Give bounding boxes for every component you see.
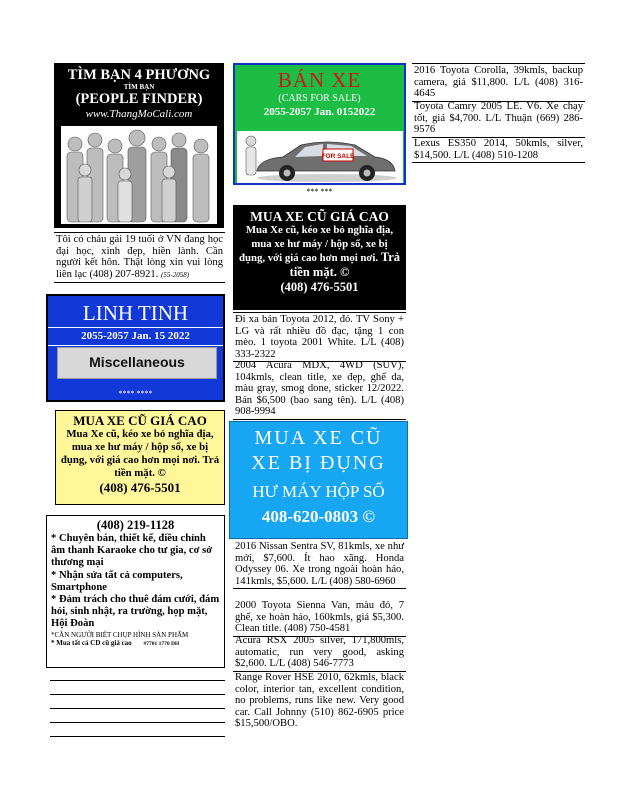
people-finder-banner xyxy=(54,63,224,228)
services-ad xyxy=(46,515,225,668)
linh-tinh-issue: 2055-2057 Jan. 15 2022 xyxy=(48,327,223,346)
big-ad-line3: HƯ MÁY HỘP SỐ xyxy=(252,482,385,501)
buy-ad-body: Mua Xe cũ, kéo xe bỏ nghĩa địa, mua xe hư máy / hộp số, xe bị đụng, với giá cao hơn mọi nơi. Trả tiền mặt. © xyxy=(60,428,220,479)
people-finder-website: www.ThangMoCali.com xyxy=(85,108,193,120)
ad-code: (55-2058) xyxy=(161,270,190,279)
linh-tinh-title: LINH TINH xyxy=(82,301,189,325)
services-phone: (408) 219-1128 xyxy=(96,518,175,532)
services-code: #7701 1770 DH xyxy=(143,640,180,647)
big-ad-phone: 408-620-0803 © xyxy=(261,507,376,526)
buy-ad-headline: MUA XE CŨ GIÁ CAO xyxy=(73,413,207,428)
blank-line xyxy=(50,722,225,723)
big-ad-line2: XE BỊ ĐỤNG xyxy=(251,452,386,474)
miscellaneous-label: Miscellaneous xyxy=(57,347,217,379)
buy-ad-cash: Trả tiền mặt. © xyxy=(289,250,401,279)
buy-ad-phone: (408) 476-5501 xyxy=(99,480,181,495)
list-item: Acura RSX 2005 silver, 171,800mls, automatic, run very good, asking $2,600. L/L (408) 546-7773 xyxy=(233,634,406,672)
ban-xe-subtitle: (CARS FOR SALE) xyxy=(278,93,361,104)
car-for-sale-image xyxy=(237,131,403,183)
blank-line xyxy=(50,680,225,681)
for-sale-sign: FOR SALE xyxy=(321,153,355,160)
ban-xe-issue: 2055-2057 Jan. 0152022 xyxy=(263,106,376,118)
big-ad-line1: MUA XE CŨ xyxy=(254,427,383,449)
miscellaneous-banner xyxy=(46,294,225,402)
services-note: *CẦN NGƯỜI BIẾT CHỤP HÌNH SẢN PHẨM xyxy=(51,630,189,639)
blank-line xyxy=(50,694,225,695)
people-crowd-image xyxy=(61,126,217,224)
people-finder-title: TÌM BẠN 4 PHƯƠNG xyxy=(67,67,211,83)
big-buy-car-ad xyxy=(229,421,408,539)
service-item: * Đảm trách cho thuê đám cưới, đám hỏi, sinh nhật, ra trường, họp mặt, Hội Đoàn xyxy=(51,594,220,630)
list-item xyxy=(54,232,225,283)
ban-xe-title: BÁN XE xyxy=(277,68,362,92)
people-finder-title-en: (PEOPLE FINDER) xyxy=(75,91,203,107)
buy-used-car-ad xyxy=(55,410,225,505)
ad-text: Tôi có cháu gái 19 tuổi ở VN đang học đại học, xinh đẹp, hiền lành. Cần người kết hôn. Thật lòng xin vui lòng liên lạc (408) 207-8921. xyxy=(56,234,223,280)
buy-ad-body: Mua Xe cũ, kéo xe bỏ nghĩa địa, mua xe hư máy / hộp số, xe bị đụng, với giá cao hơn mọi nơi. xyxy=(238,224,394,264)
list-item: 2016 Nissan Sentra SV, 81kmls, xe như mới, $7,600. Ít hao xăng. Honda Odyssey 06. Xe trong ngoài hoàn hảo, 141kmls, $5,600. L/L (408) 580-6960 xyxy=(233,540,406,589)
service-item: * Nhận sửa tất cả computers, Smartphone xyxy=(51,569,183,593)
buy-ad-phone: (408) 476-5501 xyxy=(280,280,359,294)
ban-xe-stars: *** *** xyxy=(306,187,333,196)
list-item: 2004 Acura MDX, 4WD (SUV), 104kmls, clean title, xe đẹp, ghế da, màu gray, smog done, sticker 12/2022. Bán $6,500 (bao sang tên). L/L (408) 908-9994 xyxy=(233,359,406,420)
people-finder-subtitle: TÌM BẠN xyxy=(123,83,155,91)
buy-used-car-ad-dark xyxy=(233,205,406,310)
service-item: * Chuyên bán, thiết kế, điều chỉnh âm thanh Karaoke cho tư gia, cơ sở thương mại xyxy=(51,533,213,569)
list-item: Toyota Camry 2005 LE. V6. Xe chạy tốt, giá $4,700. L/L Thuận (669) 286-9576 xyxy=(412,100,585,138)
buy-ad-headline: MUA XE CŨ GIÁ CAO xyxy=(250,209,389,224)
list-item: Range Rover HSE 2010, 62kmls, black color, interior tan, excellent condition, no problems, runs like new. Very good car. Call Johnny (510) 862-6905 price $15,500/OBO. xyxy=(235,672,404,730)
cars-for-sale-banner xyxy=(233,63,406,185)
list-item: 2000 Toyota Sienna Van, màu đỏ, 7 ghế, xe hoàn hảo, 160kmls, giá $5,300. Clean title. (408) 750-4581 xyxy=(233,599,406,637)
list-item: Đi xa bán Toyota 2012, đỏ. TV Sony + LG và rất nhiều đồ đạc, tặng 1 con mèo. 1 toyota 2001 White. L/L (408) 333-2322 xyxy=(233,312,406,362)
linh-tinh-stars: **** **** xyxy=(118,389,153,398)
blank-line xyxy=(50,708,225,709)
services-footer: * Mua tất cả CD cũ giá cao xyxy=(51,638,132,647)
list-item: Lexus ES350 2014, 50kmls, silver, $14,500. L/L (408) 510-1208 xyxy=(412,137,585,163)
blank-line xyxy=(50,736,225,737)
list-item: 2016 Toyota Corolla, 39kmls, backup camera, giá $11,800. L/L (408) 316-4645 xyxy=(412,63,585,102)
